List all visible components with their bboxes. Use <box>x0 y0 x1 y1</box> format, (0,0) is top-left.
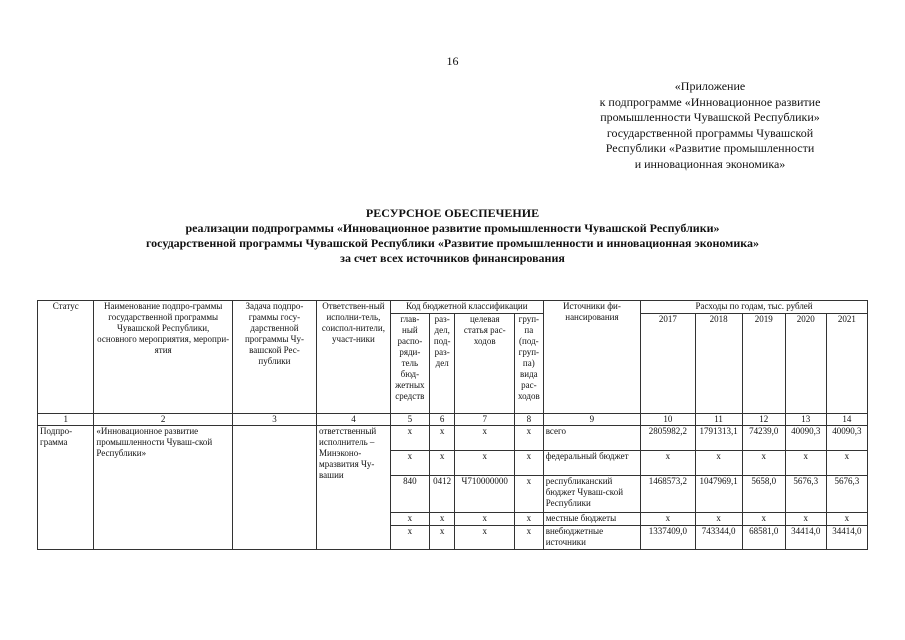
header-year: 2019 <box>742 314 785 414</box>
value-cell: 34414,0 <box>785 526 826 550</box>
appendix-line: промышленности Чувашской Республики» <box>600 110 820 124</box>
header-code-gl: глав-ный распо-ряди-тель бюд-жетных средств <box>390 314 429 414</box>
column-number: 10 <box>641 414 695 426</box>
header-code-cs: целевая статья рас-ходов <box>455 314 514 414</box>
source-cell: всего <box>543 426 640 451</box>
source-cell: местные бюджеты <box>543 513 640 526</box>
code-gl-cell: x <box>390 426 429 451</box>
value-cell: x <box>785 513 826 526</box>
title-line: государственной программы Чувашской Республики «Развитие промышленности и инновационная экономика» <box>146 236 759 250</box>
header-expenses: Расходы по годам, тыс. рублей <box>641 301 868 314</box>
code-gl-cell: x <box>390 513 429 526</box>
code-rz-cell: x <box>429 426 455 451</box>
value-cell: 1468573,2 <box>641 476 695 513</box>
code-cs-cell: x <box>455 426 514 451</box>
title-heading: РЕСУРСНОЕ ОБЕСПЕЧЕНИЕ <box>365 206 540 220</box>
value-cell: 5676,3 <box>826 476 867 513</box>
value-cell: 5676,3 <box>785 476 826 513</box>
header-budget-code: Код бюджетной классификации <box>390 301 543 314</box>
value-cell: 5658,0 <box>742 476 785 513</box>
value-cell: x <box>641 513 695 526</box>
column-number: 7 <box>455 414 514 426</box>
value-cell: 743344,0 <box>695 526 742 550</box>
value-cell: x <box>695 451 742 476</box>
value-cell: x <box>742 513 785 526</box>
code-rz-cell: 0412 <box>429 476 455 513</box>
header-year: 2017 <box>641 314 695 414</box>
header-task: Задача подпро-граммы госу-дарственной программы Чу-вашской Рес-публики <box>232 301 316 414</box>
value-cell: 2805982,2 <box>641 426 695 451</box>
column-number: 6 <box>429 414 455 426</box>
value-cell: 68581,0 <box>742 526 785 550</box>
document-title <box>0 206 905 266</box>
column-number: 13 <box>785 414 826 426</box>
header-sources: Источники фи-нансирования <box>543 301 640 414</box>
status-cell: Подпро-грамма <box>38 426 94 550</box>
column-number: 3 <box>232 414 316 426</box>
column-number: 14 <box>826 414 867 426</box>
appendix-line: и инновационная экономика» <box>634 156 786 171</box>
column-number: 4 <box>317 414 391 426</box>
title-line: реализации подпрограммы «Инновационное развитие промышленности Чувашской Республики» <box>185 221 720 235</box>
task-cell <box>232 426 316 550</box>
code-gl-cell: x <box>390 526 429 550</box>
header-year: 2020 <box>785 314 826 414</box>
source-cell: республиканский бюджет Чуваш-ской Республики <box>543 476 640 513</box>
responsible-cell: ответственный исполнитель – Минэконо-мразвития Чу-вашии <box>317 426 391 550</box>
code-vr-cell: x <box>514 451 543 476</box>
column-number: 8 <box>514 414 543 426</box>
code-cs-cell: x <box>455 526 514 550</box>
name-cell: «Инновационное развитие промышленности Чуваш-ской Республики» <box>94 426 232 550</box>
code-rz-cell: x <box>429 526 455 550</box>
header-status: Статус <box>38 301 94 414</box>
appendix-line: «Приложение <box>674 79 746 93</box>
header-name: Наименование подпро-граммы государственной программы Чувашской Республики, основного мероприятия, меропри-ятия <box>94 301 232 414</box>
value-cell: x <box>826 451 867 476</box>
value-cell: 40090,3 <box>785 426 826 451</box>
value-cell: 1337409,0 <box>641 526 695 550</box>
code-vr-cell: x <box>514 513 543 526</box>
value-cell: 74239,0 <box>742 426 785 451</box>
header-year: 2018 <box>695 314 742 414</box>
value-cell: 34414,0 <box>826 526 867 550</box>
code-vr-cell: x <box>514 426 543 451</box>
code-cs-cell: Ч710000000 <box>455 476 514 513</box>
resource-table <box>37 300 868 550</box>
code-cs-cell: x <box>455 513 514 526</box>
header-year: 2021 <box>826 314 867 414</box>
title-line: за счет всех источников финансирования <box>340 251 565 265</box>
code-cs-cell: x <box>455 451 514 476</box>
appendix-note <box>560 79 860 172</box>
value-cell: 1791313,1 <box>695 426 742 451</box>
value-cell: 40090,3 <box>826 426 867 451</box>
column-number: 5 <box>390 414 429 426</box>
appendix-line: к подпрограмме «Инновационное развитие <box>599 94 821 109</box>
value-cell: x <box>742 451 785 476</box>
value-cell: x <box>695 513 742 526</box>
column-number: 1 <box>38 414 94 426</box>
column-number: 11 <box>695 414 742 426</box>
appendix-line: Республики «Развитие промышленности <box>605 141 815 155</box>
source-cell: внебюджетные источники <box>543 526 640 550</box>
code-rz-cell: x <box>429 451 455 476</box>
value-cell: x <box>785 451 826 476</box>
value-cell: x <box>641 451 695 476</box>
source-cell: федеральный бюджет <box>543 451 640 476</box>
code-gl-cell: 840 <box>390 476 429 513</box>
header-code-rz: раз-дел, под-раз-дел <box>429 314 455 414</box>
value-cell: 1047969,1 <box>695 476 742 513</box>
page-number: 16 <box>446 54 459 68</box>
column-number: 2 <box>94 414 232 426</box>
column-number: 12 <box>742 414 785 426</box>
value-cell: x <box>826 513 867 526</box>
appendix-line: государственной программы Чувашской <box>606 125 814 140</box>
code-vr-cell: x <box>514 526 543 550</box>
column-number: 9 <box>543 414 640 426</box>
header-code-vr: груп-па (под-груп-па) вида рас-ходов <box>514 314 543 414</box>
code-gl-cell: x <box>390 451 429 476</box>
code-rz-cell: x <box>429 513 455 526</box>
header-responsible: Ответствен-ный исполни-тель, соиспол-нители, участ-ники <box>317 301 391 414</box>
table-row <box>38 426 868 451</box>
column-number-row <box>38 414 868 426</box>
code-vr-cell: x <box>514 476 543 513</box>
